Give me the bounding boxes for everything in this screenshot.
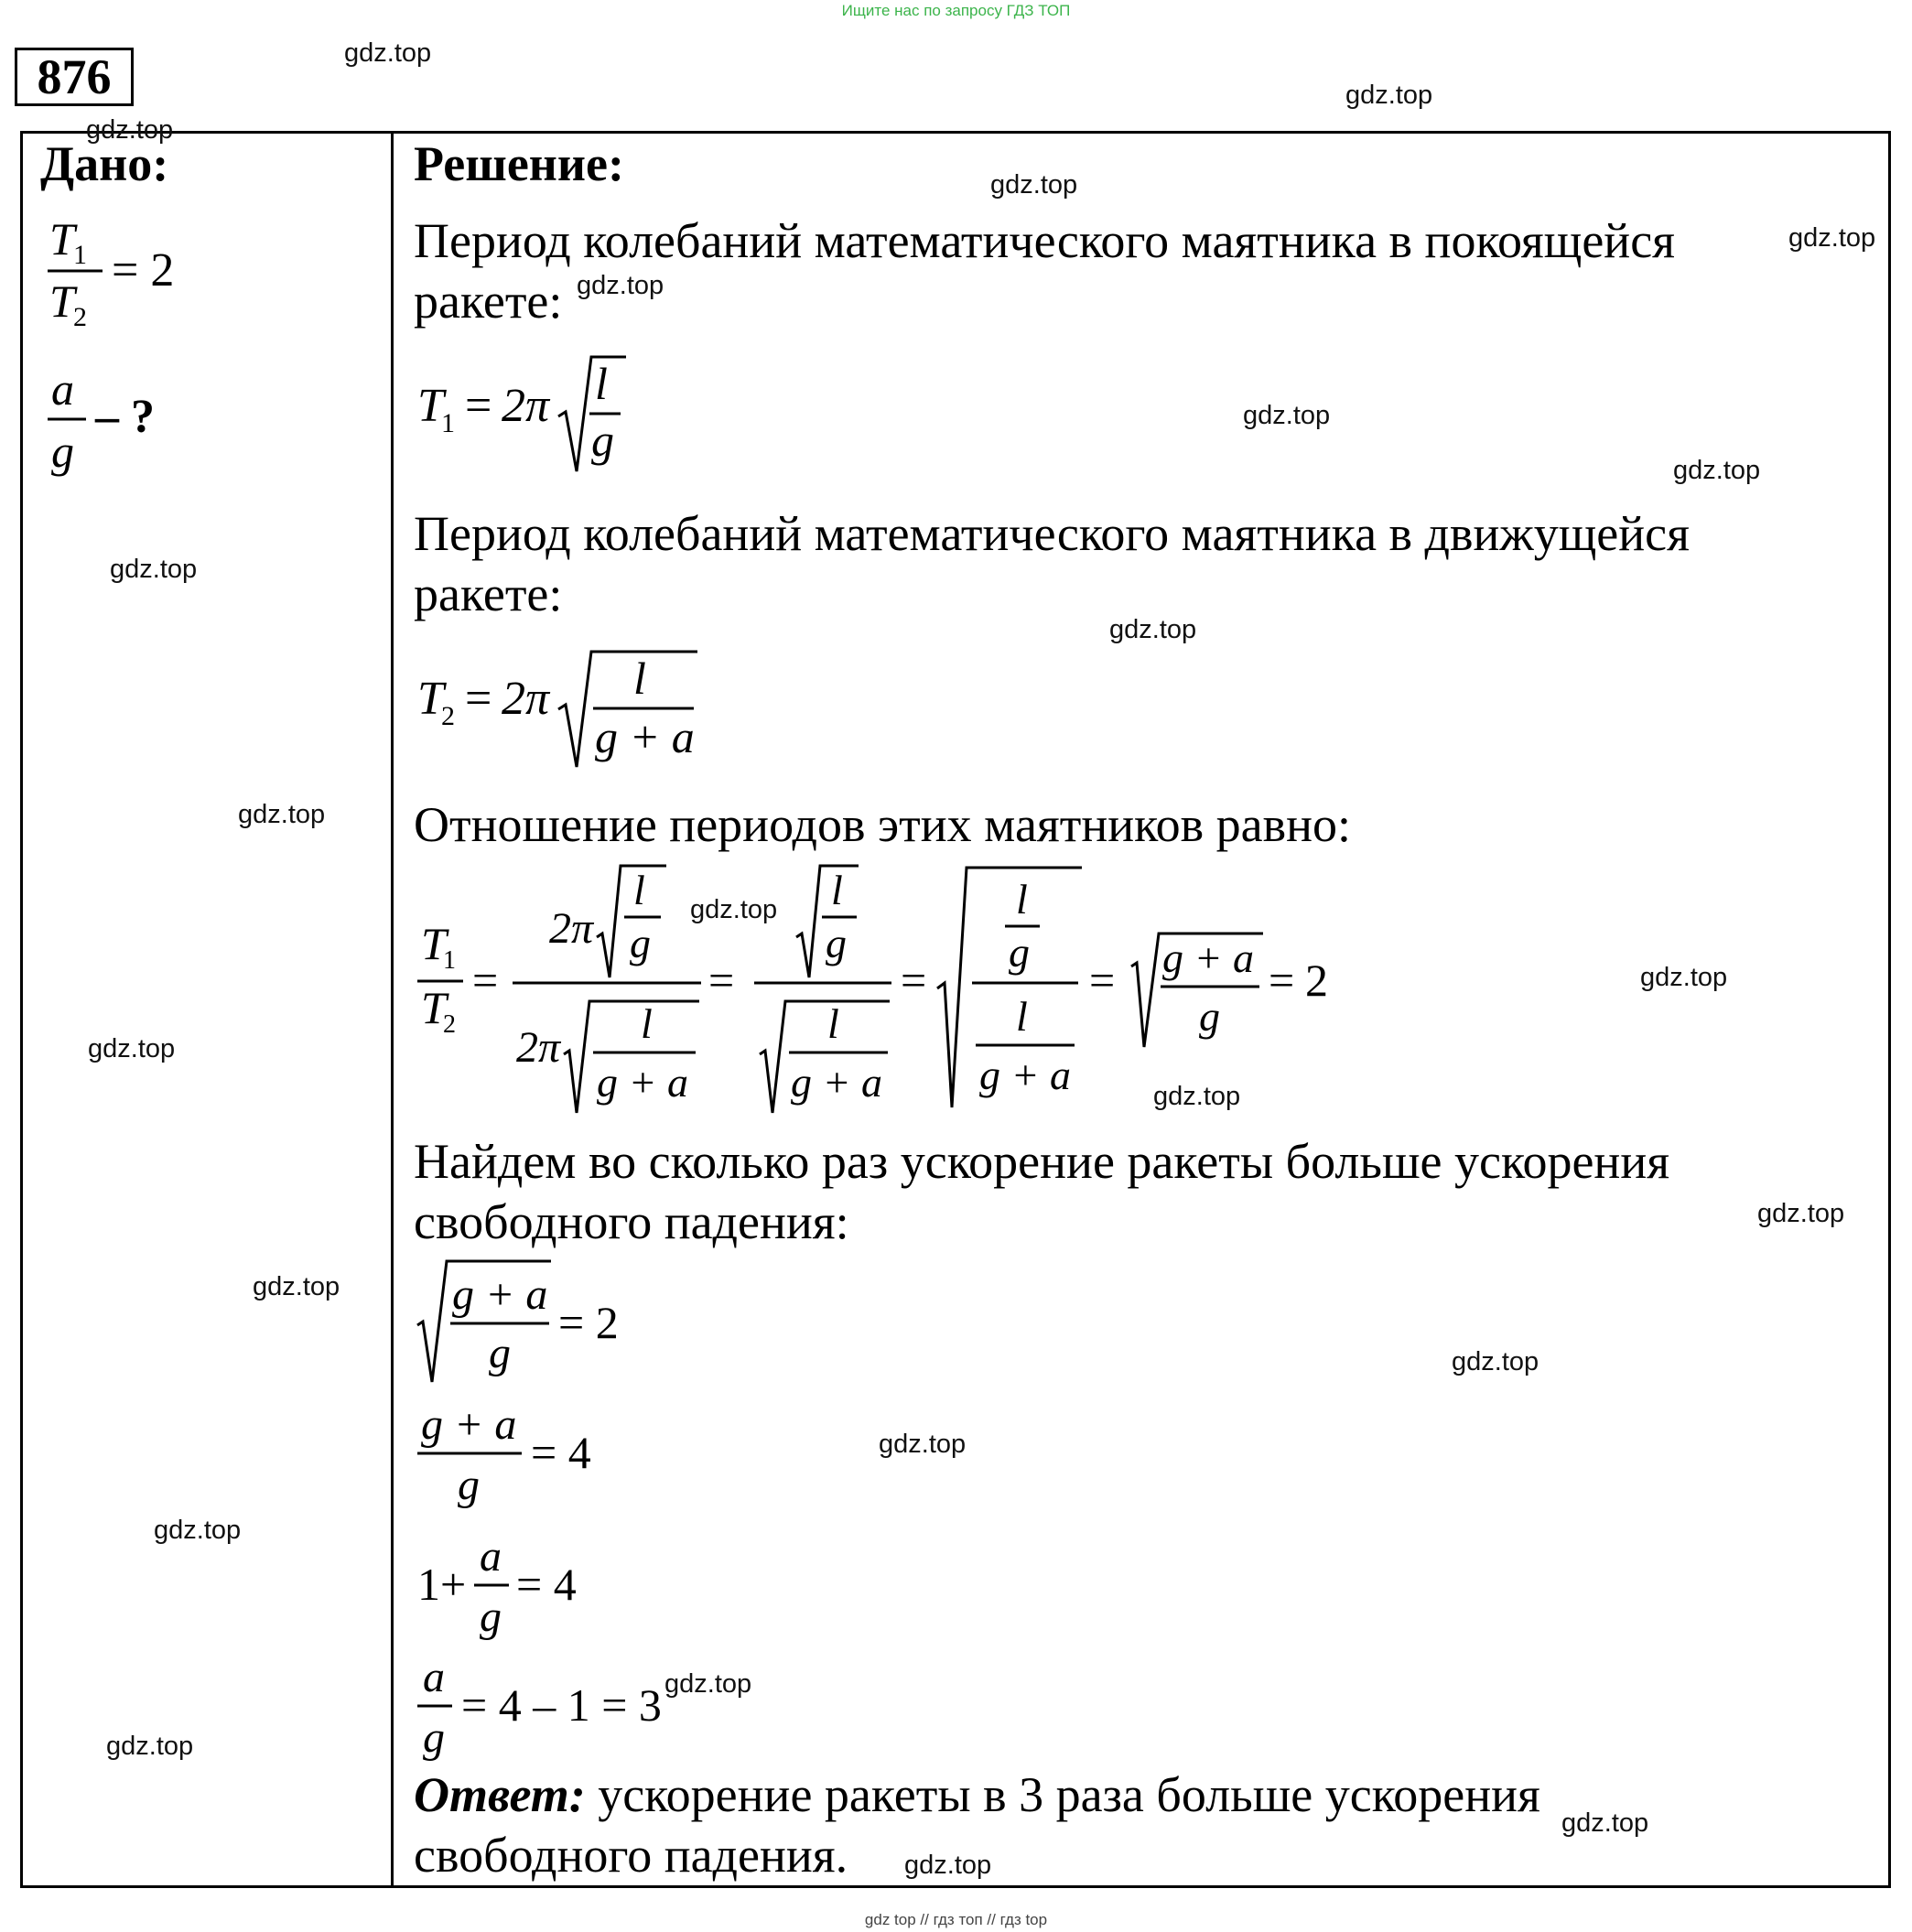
formula-T2-sub: 2: [441, 701, 455, 731]
step4-rhs: = 4 – 1 = 3: [461, 1679, 662, 1731]
step3-num: a: [480, 1532, 502, 1581]
watermark: gdz.top: [154, 1516, 242, 1545]
chain-eq-1: =: [472, 955, 499, 1006]
step2-num: g + a: [421, 1400, 517, 1449]
formula-step-3: [414, 1523, 652, 1651]
formula-T1-2pi: 2π: [502, 380, 550, 432]
column-divider: [391, 131, 394, 1888]
watermark: gdz.top: [1788, 223, 1876, 253]
watermark: gdz.top: [344, 38, 432, 68]
watermark: gdz.top: [253, 1272, 340, 1301]
watermark: gdz.top: [990, 170, 1078, 200]
formula-T2-eq: =: [465, 673, 492, 725]
watermark: gdz.top: [110, 555, 198, 584]
chain-eq-2: =: [708, 955, 735, 1006]
chain-num-l: l: [633, 867, 645, 913]
chain-f4-den: g: [1199, 993, 1220, 1040]
given-ratio-den: T: [49, 275, 75, 327]
formula-step-2: [414, 1391, 652, 1519]
watermark: gdz.top: [238, 800, 326, 829]
chain-num-g: g: [630, 920, 651, 966]
chain-f3-den-l: l: [1016, 993, 1028, 1040]
watermark: gdz.top: [1243, 401, 1331, 430]
watermark: gdz.top: [106, 1732, 194, 1761]
watermark: gdz.top: [1153, 1082, 1241, 1111]
bottom-banner: gdz top // гдз топ // гдз top: [864, 1911, 1048, 1928]
paragraph-2-line-2: ракете:: [414, 567, 563, 621]
formula-T1-eq: =: [465, 380, 492, 432]
paragraph-3: Отношение периодов этих маятников равно:: [414, 797, 1352, 852]
chain-den-2pi: 2π: [516, 1023, 561, 1072]
chain-T1-sub: 1: [443, 946, 456, 975]
given-ratio-num: T: [49, 213, 75, 264]
chain-f2-den-l: l: [827, 1000, 839, 1047]
step1-den: g: [489, 1329, 511, 1377]
chain-f3-num-g: g: [1009, 929, 1030, 976]
formula-T2-2pi: 2π: [502, 673, 550, 725]
watermark: gdz.top: [904, 1851, 992, 1880]
answer-line-1: [414, 1765, 1878, 1825]
answer-label: Ответ:: [414, 1767, 586, 1822]
step2-rhs: = 4: [531, 1427, 591, 1478]
chain-den-l: l: [641, 1000, 653, 1047]
watermark: gdz.top: [1757, 1199, 1845, 1228]
chain-den-gpa: g + a: [597, 1059, 689, 1106]
chain-eq-5: =: [1269, 955, 1295, 1006]
given-find-tail: – ?: [95, 391, 155, 443]
formula-T2-l: l: [633, 653, 646, 704]
watermark: gdz.top: [664, 1669, 752, 1699]
formula-T1-g: g: [591, 415, 614, 466]
given-find-num: a: [51, 364, 74, 415]
chain-T2-sub: 2: [443, 1010, 456, 1039]
formula-T2: [414, 641, 725, 778]
chain-result: 2: [1305, 955, 1328, 1006]
paragraph-2-line-1: Период колебаний математического маятника в движущейся: [414, 506, 1690, 561]
watermark: gdz.top: [879, 1430, 967, 1459]
formula-T1-l: l: [595, 358, 608, 409]
watermark: gdz.top: [1345, 81, 1433, 110]
chain-T2: T: [421, 982, 447, 1033]
paragraph-4-line-1: Найдем во сколько раз ускорение ракеты больше ускорения: [414, 1134, 1670, 1189]
problem-number: 876: [15, 48, 134, 106]
formula-T2-T: T: [417, 673, 444, 725]
given-header: Дано:: [40, 136, 169, 191]
step4-den: g: [423, 1713, 445, 1762]
chain-f2-den-gpa: g + a: [791, 1059, 883, 1106]
chain-eq-4: =: [1089, 955, 1116, 1006]
step1-rhs: = 2: [558, 1297, 619, 1348]
formula-step-4: [414, 1644, 707, 1772]
formula-T1-T: T: [417, 380, 444, 432]
given-ratio-value: = 2: [112, 244, 175, 297]
step3-den: g: [480, 1592, 502, 1641]
watermark: gdz.top: [690, 895, 778, 924]
step2-den: g: [458, 1461, 480, 1509]
given-ratio-num-sub: 1: [73, 240, 87, 270]
given-find: [40, 364, 223, 492]
chain-T1: T: [421, 918, 447, 969]
watermark: gdz.top: [1673, 456, 1761, 485]
chain-f3-num-l: l: [1016, 876, 1028, 923]
watermark: gdz.top: [1109, 615, 1197, 644]
given-ratio-den-sub: 2: [73, 302, 87, 332]
formula-step-1: [414, 1256, 670, 1393]
top-banner: Ищите нас по запросу ГДЗ ТОП: [841, 2, 1071, 19]
paragraph-1-line-1: Период колебаний математического маятника в покоящейся: [414, 213, 1676, 268]
watermark: gdz.top: [577, 271, 664, 300]
step1-num: g + a: [452, 1270, 548, 1319]
step4-num: a: [423, 1653, 445, 1701]
chain-f4-num: g + a: [1162, 934, 1255, 981]
chain-f3-den-gpa: g + a: [979, 1052, 1072, 1098]
answer-line-2: свободного падения.: [414, 1828, 848, 1883]
paragraph-4-line-2: свободного падения:: [414, 1194, 849, 1249]
answer-text: ускорение ракеты в 3 раза больше ускорения: [585, 1767, 1540, 1822]
given-ratio: [40, 209, 205, 337]
step3-rhs: = 4: [516, 1559, 577, 1610]
formula-T2-den: g + a: [595, 711, 695, 762]
formula-T1: [414, 348, 688, 485]
watermark: gdz.top: [1452, 1347, 1539, 1376]
paragraph-1-line-2: ракете:: [414, 274, 563, 329]
solution-header: Решение:: [414, 136, 624, 191]
chain-num-2pi: 2π: [549, 904, 594, 953]
formula-T1-sub: 1: [441, 408, 455, 438]
chain-eq-3: =: [901, 955, 927, 1006]
given-find-den: g: [51, 426, 74, 477]
chain-f2-num-g: g: [826, 920, 847, 966]
watermark: gdz.top: [1640, 963, 1728, 992]
watermark: gdz.top: [88, 1034, 176, 1063]
watermark: gdz.top: [1561, 1808, 1649, 1838]
step3-one-plus: 1+: [417, 1559, 467, 1610]
watermark: gdz.top: [86, 115, 174, 145]
chain-f2-num-l: l: [831, 867, 843, 913]
